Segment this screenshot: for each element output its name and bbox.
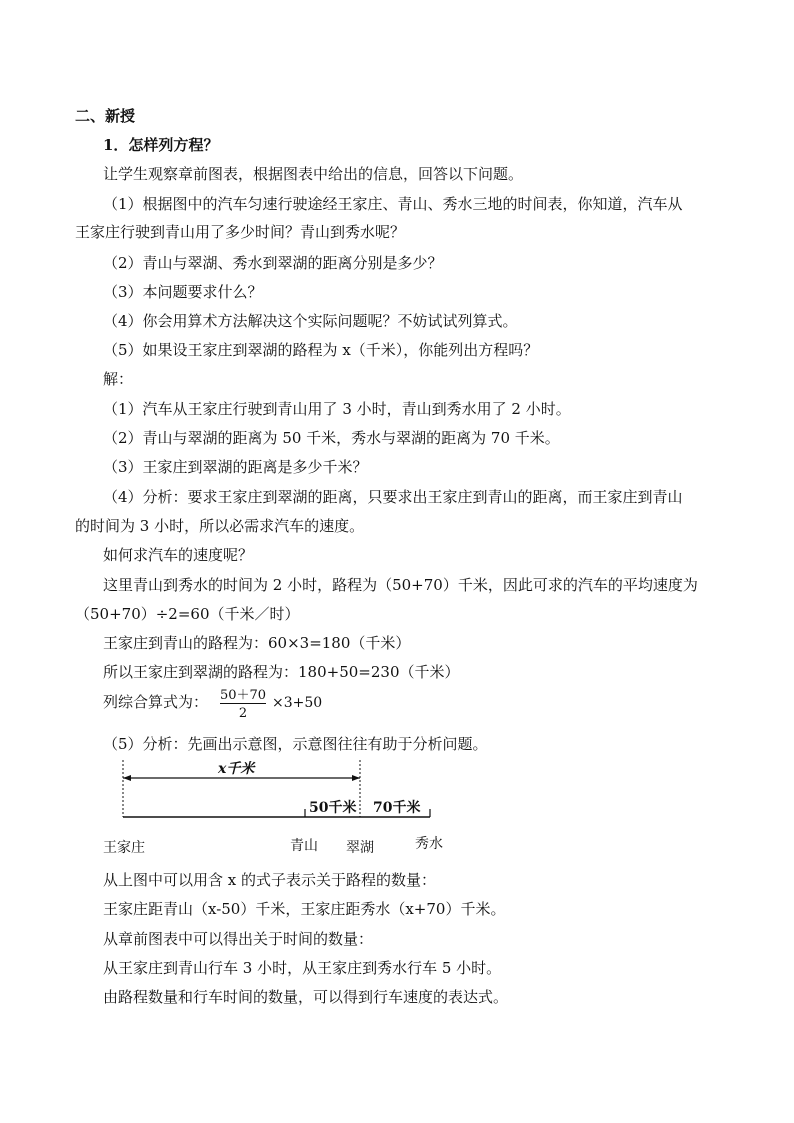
subheading: 1．怎样列方程？ — [103, 136, 219, 154]
place-qingshan: 青山 — [290, 838, 318, 854]
text-line: 解： — [103, 370, 134, 388]
place-cuihu: 翠湖 — [346, 840, 374, 856]
segment-50km-label: 50千米 — [309, 800, 357, 816]
text-line: （1）根据图中的汽车匀速行驶途经王家庄、青山、秀水三地的时间表，你知道，汽车从 — [103, 195, 683, 213]
place-xiushui: 秀水 — [415, 836, 443, 852]
text-line: （5）如果设王家庄到翠湖的路程为 x（千米），你能列出方程吗？ — [103, 341, 539, 359]
text-line: （2）青山与翠湖的距离为 50 千米，秀水与翠湖的距离为 70 千米。 — [103, 429, 560, 447]
text-line: 由路程数量和行车时间的数量，可以得到行车速度的表达式。 — [103, 988, 509, 1006]
text-line: （50+70）÷2=60（千米／时） — [75, 605, 300, 623]
text-line: 的时间为 3 小时，所以必需求汽车的速度。 — [75, 517, 365, 535]
formula-suffix: ×3+50 — [272, 695, 323, 711]
analysis-5: （5）分析：先画出示意图，示意图往往有助于分析问题。 — [103, 735, 488, 753]
text-line: 从王家庄到青山行车 3 小时，从王家庄到秀水行车 5 小时。 — [103, 959, 502, 977]
fraction-numerator: 50＋70 — [219, 688, 267, 703]
text-line: （4）分析：要求王家庄到翠湖的距离，只要求出王家庄到青山的距离，而王家庄到青山 — [103, 488, 683, 506]
text-line: （1）汽车从王家庄行驶到青山用了 3 小时，青山到秀水用了 2 小时。 — [103, 400, 571, 418]
x-km-label: x千米 — [218, 761, 255, 777]
text-line: 这里青山到秀水的时间为 2 小时，路程为（50+70）千米，因此可求的汽车的平均速度为 — [103, 576, 698, 594]
text-line: 从章前图表中可以得出关于时间的数量： — [103, 930, 374, 948]
fraction-bar — [220, 703, 266, 704]
text-line: （3）王家庄到翠湖的距离是多少千米？ — [103, 458, 368, 476]
text-line: 王家庄到青山的路程为：60×3=180（千米） — [103, 634, 411, 652]
text-line: （4）你会用算术方法解决这个实际问题呢？不妨试试列算式。 — [103, 312, 518, 330]
place-wangjiazhuang: 王家庄 — [103, 840, 145, 856]
fraction-denominator: 2 — [238, 706, 248, 721]
text-line: （3）本问题要求什么？ — [103, 283, 263, 301]
text-line: 让学生观察章前图表，根据图表中给出的信息，回答以下问题。 — [103, 165, 524, 183]
formula-prefix: 列综合算式为： — [103, 693, 209, 711]
text-line: 王家庄行驶到青山用了多少时间？青山到秀水呢？ — [75, 223, 406, 241]
text-line: 如何求汽车的速度呢？ — [103, 546, 254, 564]
text-line: 从上图中可以用含 x 的式子表示关于路程的数量： — [103, 871, 436, 889]
text-line: 王家庄距青山（x-50）千米，王家庄距秀水（x+70）千米。 — [103, 900, 506, 918]
heading: 二、新授 — [75, 107, 136, 125]
text-line: （2）青山与翠湖、秀水到翠湖的距离分别是多少？ — [103, 254, 443, 272]
segment-70km-label: 70千米 — [373, 800, 421, 816]
text-line: 所以王家庄到翠湖的路程为：180+50=230（千米） — [103, 663, 460, 681]
